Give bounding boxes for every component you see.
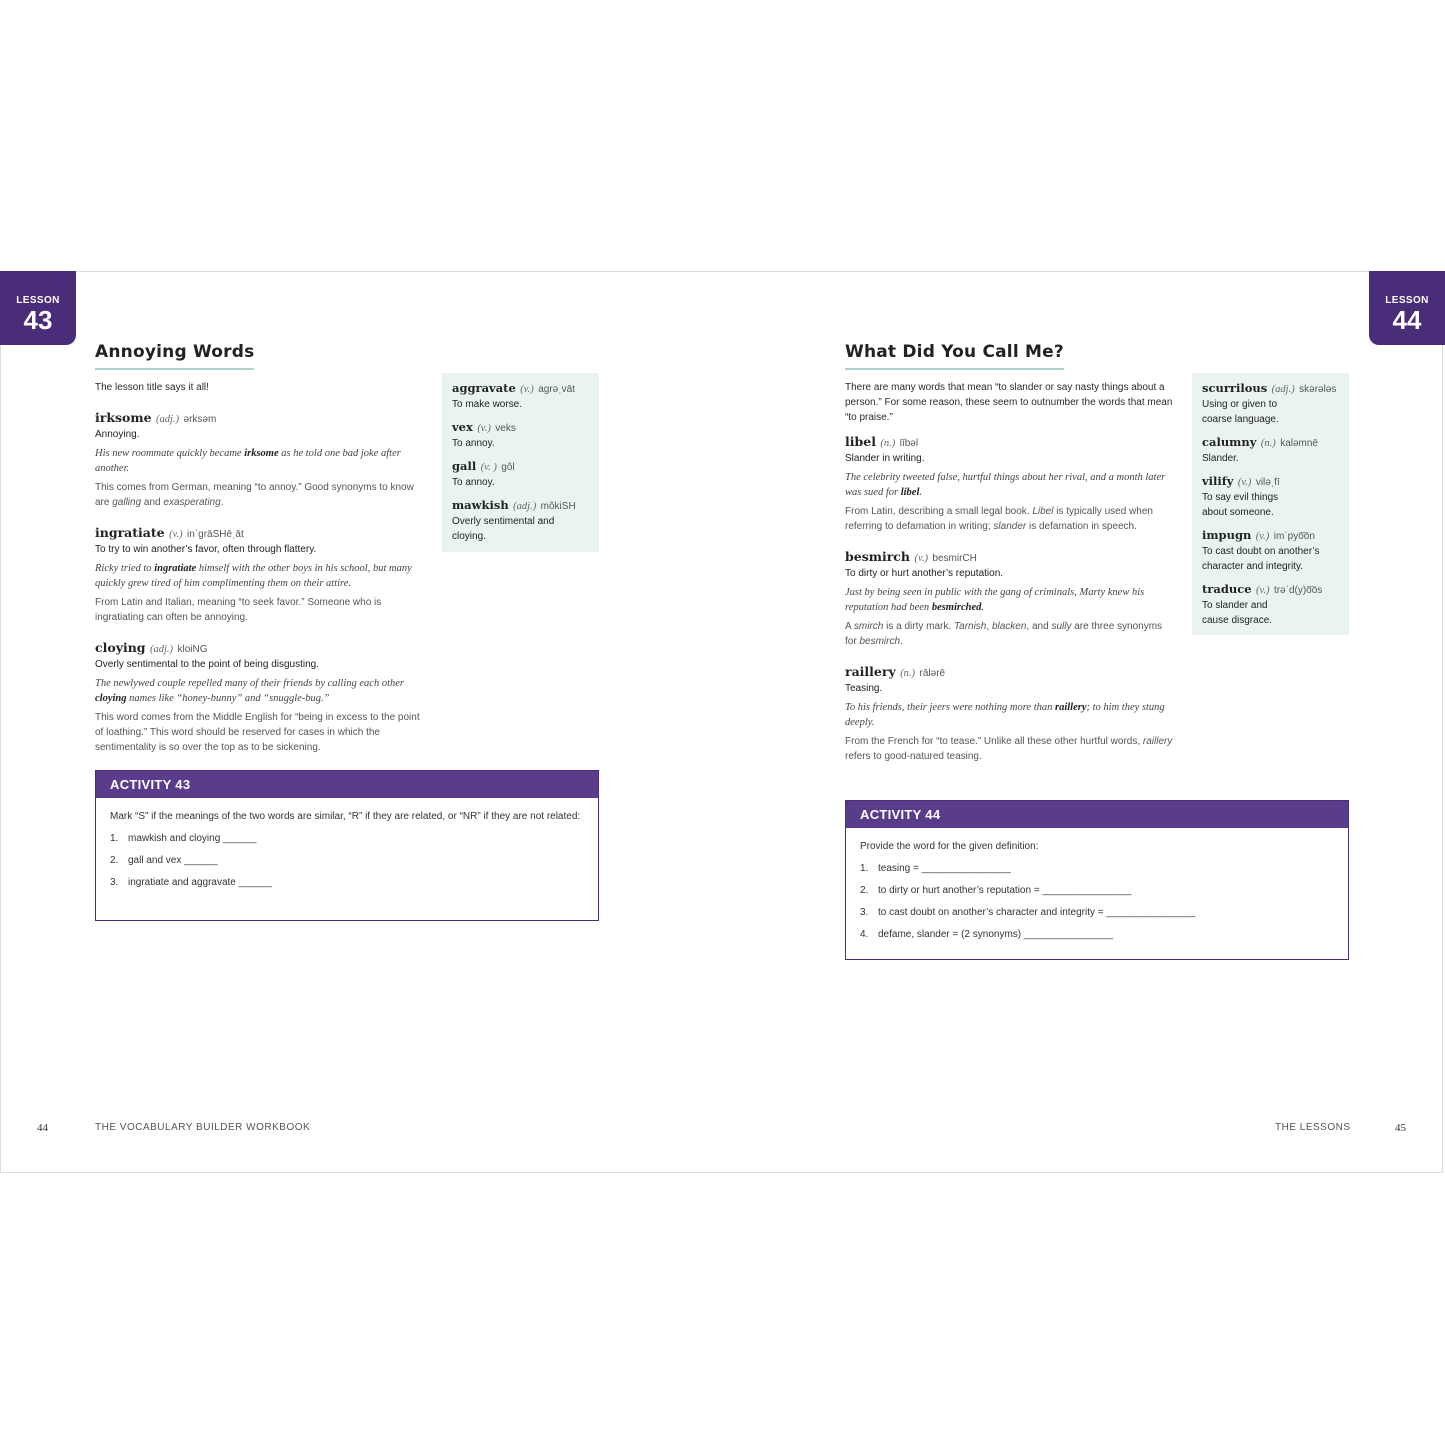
- sidebar-entry-gall: gall (v. ) gôl To annoy.: [452, 459, 515, 488]
- left-main-column: [95, 342, 425, 755]
- lesson-tab-43: [0, 271, 76, 345]
- activity-instructions: Provide the word for the given definition:: [860, 841, 1039, 852]
- activity-item[interactable]: 4. defame, slander = (2 synonyms) ________________: [860, 929, 1113, 940]
- page-title: Annoying Words: [95, 342, 254, 370]
- pronunciation: ərksəm: [183, 414, 217, 425]
- lesson-tab-number: 44: [1392, 305, 1422, 335]
- sidebar-entry-scurrilous: scurrilous (adj.) skərələs Using or given to coarse language.: [1202, 381, 1337, 425]
- usage-note: A smirch is a dirty mark. Tarnish, blacken, and sully are three synonyms for besmirch.: [845, 621, 1163, 647]
- activity-43-box: [95, 770, 599, 921]
- sidebar-entry-mawkish: mawkish (adj.) môkiSH Overly sentimental and cloying.: [452, 498, 576, 542]
- headword: cloying: [95, 640, 146, 655]
- example-sentence: The newlywed couple repelled many of their friends by calling each other cloying names like “honey-bunny” and “snuggle-bug.”: [95, 678, 404, 704]
- usage-note: From the French for “to tease.” Unlike all these other hurtful words, raillery refers to good-natured teasing.: [845, 736, 1173, 762]
- pronunciation: kloiNG: [177, 644, 208, 655]
- sidebar-entry-calumny: calumny (n.) kaləmnē Slander.: [1202, 435, 1318, 464]
- sidebar-entry-vex: vex (v.) veks To annoy.: [452, 420, 516, 449]
- example-sentence: To his friends, their jeers were nothing more than raillery; to him they stung deeply.: [845, 702, 1165, 728]
- running-head-right: THE LESSONS: [1275, 1122, 1351, 1133]
- lesson-intro: There are many words that mean “to slander or say nasty things about a person.” For some reason, these seem to outnumber the words that mean “to praise.”: [845, 382, 1173, 423]
- example-sentence: His new roommate quickly became irksome as he told one bad joke after another.: [95, 448, 401, 474]
- example-sentence: The celebrity tweeted false, hurtful things about her rival, and a month later was sued for libel.: [845, 472, 1166, 498]
- definition: To try to win another’s favor, often through flattery.: [95, 544, 317, 555]
- part-of-speech: (n.): [880, 438, 896, 449]
- activity-44-box: [845, 800, 1349, 960]
- usage-note: This word comes from the Middle English for “being in excess to the point of loathing.” This word should be reserved for cases in which the sentimentality is so over the top as to be sickening.: [95, 712, 420, 753]
- activity-title: ACTIVITY 43: [96, 771, 598, 798]
- example-sentence: Just by being seen in public with the gang of criminals, Marty knew his reputation had been besmirched.: [845, 587, 1145, 613]
- definition: Teasing.: [845, 683, 883, 694]
- lesson-tab-label: LESSON: [1385, 295, 1429, 306]
- sidebar-entry-impugn: impugn (v.) imˈpyo͞on To cast doubt on another’s character and integrity.: [1202, 528, 1320, 572]
- vocab-entry-raillery: [845, 663, 1175, 764]
- vocab-entry-irksome: [95, 409, 425, 510]
- example-sentence: Ricky tried to ingratiate himself with the other boys in his school, but many quickly grew tired of him complimenting them on their attire.: [95, 563, 412, 589]
- activity-title: ACTIVITY 44: [846, 801, 1348, 828]
- lesson-tab-44: [1369, 271, 1445, 345]
- lesson-intro: The lesson title says it all!: [95, 382, 209, 393]
- right-main-column: [845, 342, 1175, 764]
- page-title: What Did You Call Me?: [845, 342, 1064, 370]
- sidebar-entry-aggravate: aggravate (v.) agrəˌvāt To make worse.: [452, 381, 575, 410]
- sidebar-entry-vilify: vilify (v.) viləˌfī To say evil things about someone.: [1202, 474, 1280, 518]
- activity-item[interactable]: 3. ingratiate and aggravate ______: [110, 877, 273, 888]
- vocab-entry-libel: [845, 433, 1175, 534]
- page-number-left: 44: [37, 1122, 48, 1134]
- activity-instructions: Mark “S” if the meanings of the two words are similar, “R” if they are related, or “NR” if they are not related:: [110, 811, 581, 822]
- headword: irksome: [95, 410, 152, 425]
- usage-note: From Latin and Italian, meaning “to seek favor.” Someone who is ingratiating can often be annoying.: [95, 597, 382, 623]
- pronunciation: lībəl: [899, 438, 919, 449]
- part-of-speech: (adj.): [156, 414, 180, 425]
- activity-item[interactable]: 2. to dirty or hurt another’s reputation = ________________: [860, 885, 1132, 896]
- left-sidebar-synonyms: [442, 373, 599, 552]
- part-of-speech: (n.): [900, 668, 916, 679]
- definition: Slander in writing.: [845, 453, 925, 464]
- definition: Overly sentimental to the point of being disgusting.: [95, 659, 320, 670]
- headword: raillery: [845, 664, 896, 679]
- activity-item[interactable]: 1. teasing = ________________: [860, 863, 1011, 874]
- vocab-entry-ingratiate: [95, 524, 425, 625]
- usage-note: This comes from German, meaning “to annoy.” Good synonyms to know are galling and exasperating.: [95, 482, 414, 508]
- pronunciation: inˈgrāSHēˌāt: [187, 529, 244, 540]
- running-head-left: THE VOCABULARY BUILDER WORKBOOK: [95, 1122, 311, 1133]
- part-of-speech: (v.): [914, 553, 928, 564]
- usage-note: From Latin, describing a small legal book. Libel is typically used when referring to defamation in writing; slander is defamation in speech.: [845, 506, 1153, 532]
- part-of-speech: (adj.): [150, 644, 174, 655]
- activity-item[interactable]: 2. gall and vex ______: [110, 855, 218, 866]
- headword: ingratiate: [95, 525, 165, 540]
- headword: besmirch: [845, 549, 910, 564]
- sidebar-entry-traduce: traduce (v.) trəˈd(y)o͞os To slander and cause disgrace.: [1202, 582, 1323, 626]
- lesson-tab-number: 43: [23, 305, 53, 335]
- definition: Annoying.: [95, 429, 140, 440]
- headword: libel: [845, 434, 876, 449]
- activity-item[interactable]: 1. mawkish and cloying ______: [110, 833, 257, 844]
- activity-item[interactable]: 3. to cast doubt on another’s character and integrity = ________________: [860, 907, 1196, 918]
- vocab-entry-besmirch: [845, 548, 1175, 649]
- pronunciation: besmirCH: [932, 553, 977, 564]
- lesson-tab-label: LESSON: [16, 295, 60, 306]
- part-of-speech: (v.): [169, 529, 183, 540]
- vocab-entry-cloying: [95, 639, 425, 755]
- page-number-right: 45: [1395, 1122, 1406, 1134]
- pronunciation: rālərē: [919, 668, 946, 679]
- definition: To dirty or hurt another’s reputation.: [845, 568, 1004, 579]
- right-sidebar-synonyms: [1192, 373, 1349, 635]
